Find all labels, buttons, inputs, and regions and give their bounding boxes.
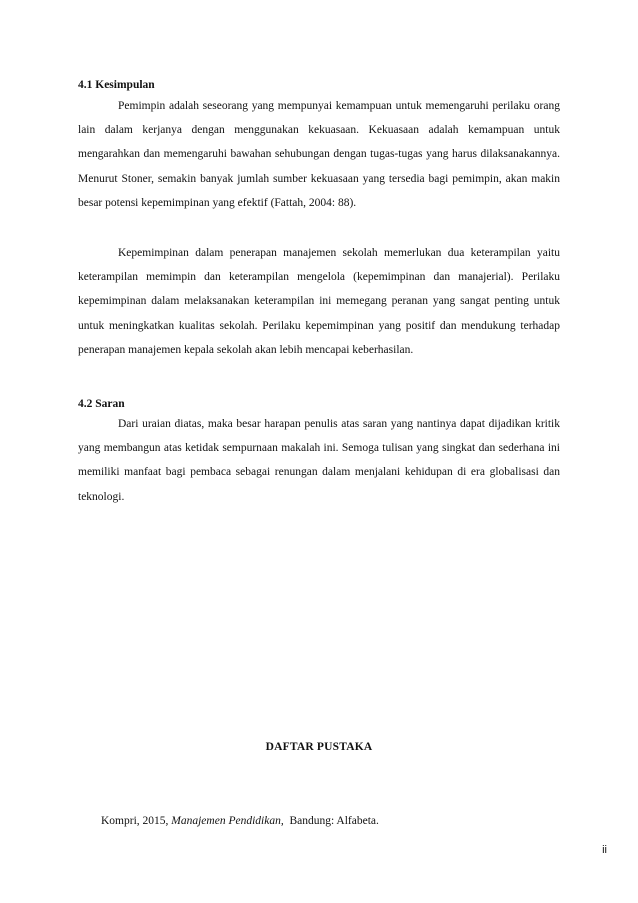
section-heading-kesimpulan: 4.1 Kesimpulan	[78, 79, 155, 91]
bibliography-title: DAFTAR PUSTAKA	[265, 741, 373, 753]
page-number: ii	[602, 844, 607, 856]
paragraph-kesimpulan-2: Kepemimpinan dalam penerapan manajemen sekolah memerlukan dua keterampilan yaitu keterampilan memimpin dan keterampilan mengelola (kepemimpinan dan manajerial). Perilaku kepemimpinan dalam melaksanakan keterampilan ini memegang peranan yang sangat penting untuk untuk meningkatkan kualitas sekolah. Perilaku kepemimpinan yang positif dan mendukung terhadap penerapan manajemen kepala sekolah akan lebih mencapai keberhasilan.	[78, 247, 560, 356]
reference-author-year: Kompri, 2015,	[101, 815, 172, 827]
paragraph-saran: Dari uraian diatas, maka besar harapan penulis atas saran yang nantinya dapat dijadikan kritik yang membangun atas ketidak sempurnaan makalah ini. Semoga tulisan yang singkat dan sederhana ini memiliki manfaat bagi pembaca sebagai renungan dalam menjalani kehidupan di era globalisasi dan teknologi.	[78, 418, 560, 503]
reference-book-title: Manajemen Pendidikan,	[171, 815, 284, 827]
section-heading-saran: 4.2 Saran	[78, 398, 125, 410]
reference-publisher: Bandung: Alfabeta.	[283, 815, 379, 827]
paragraph-kesimpulan-1: Pemimpin adalah seseorang yang mempunyai kemampuan untuk memengaruhi perilaku orang lain dalam kerjanya dengan menggunakan kekuasaan. Kekuasaan adalah kemampuan untuk mengarahkan dan memengaruhi bawahan sehubungan dengan tugas-tugas yang harus dilaksanakannya. Menurut Stoner, semakin banyak jumlah sumber kekuasaan yang tersedia bagi pemimpin, akan makin besar potensi kepemimpinan yang efektif (Fattah, 2004: 88).	[78, 100, 560, 209]
bibliography-entry	[101, 814, 379, 828]
